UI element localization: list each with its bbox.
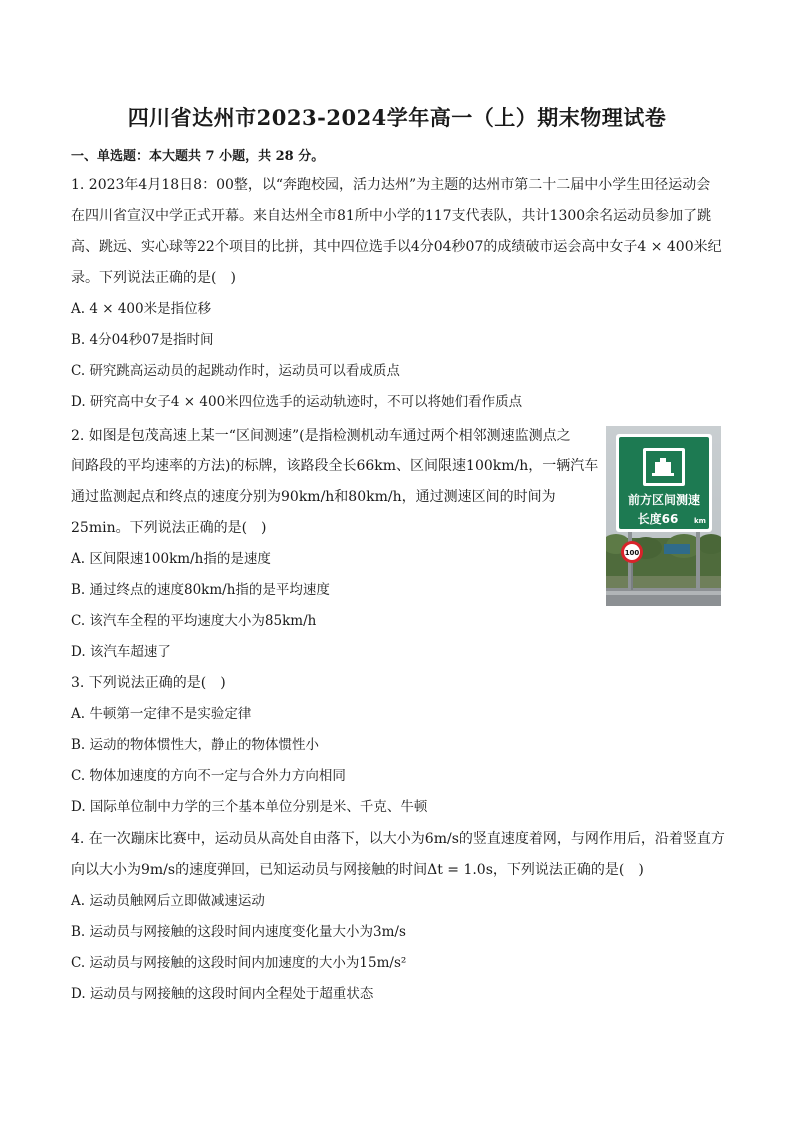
q2-line-2: 间路段的平均速率的方法)的标牌，该路段全长66km、区间限速100km/h，一辆汽车	[71, 458, 599, 474]
q1-line-1: 1. 2023年4月18日8：00整，以“奔跑校园，活力达州”为主题的达州市第二十二届中小学生田径运动会	[71, 177, 711, 193]
q4-option-d: D. 运动员与网接触的这段时间内全程处于超重状态	[71, 986, 374, 1002]
q3-option-b: B. 运动的物体惯性大，静止的物体惯性小	[71, 737, 320, 753]
q4-option-b: B. 运动员与网接触的这段时间内速度变化量大小为3m/s	[71, 924, 406, 940]
q3-option-d: D. 国际单位制中力学的三个基本单位分别是米、千克、牛顿	[71, 799, 428, 815]
q1-option-c: C. 研究跳高运动员的起跳动作时，运动员可以看成质点	[71, 363, 400, 379]
sign-text-1: 前方区间测速	[627, 493, 701, 507]
section-heading: 一、单选题：本大题共 7 小题，共 28 分。	[71, 149, 325, 164]
q4-line-2: 向以大小为9m/s的速度弹回，已知运动员与网接触的时间Δt = 1.0s，下列说法正确的是( )	[71, 862, 644, 878]
exam-title: 四川省达州市2023-2024学年高一（上）期末物理试卷	[127, 105, 667, 130]
sign-unit: km	[694, 517, 706, 525]
q1-line-4: 录。下列说法正确的是( )	[71, 270, 236, 286]
q3-line-1: 3. 下列说法正确的是( )	[71, 675, 226, 691]
q2-option-d: D. 该汽车超速了	[71, 644, 171, 660]
q2-option-c: C. 该汽车全程的平均速度大小为85km/h	[71, 613, 317, 629]
q1-line-3: 高、跳远、实心球等22个项目的比拼，其中四位选手以4分04秒07的成绩破市运会高中女子4 × 400米纪	[71, 239, 722, 255]
speed-sign-photo	[606, 426, 721, 606]
q4-option-c: C. 运动员与网接触的这段时间内加速度的大小为15m/s²	[71, 955, 407, 971]
q4-line-1: 4. 在一次蹦床比赛中，运动员从高处自由落下，以大小为6m/s的竖直速度着网，与网作用后，沿着竖直方	[71, 831, 725, 847]
q2-line-1: 2. 如图是包茂高速上某一“区间测速”(是指检测机动车通过两个相邻测速监测点之	[71, 428, 571, 444]
q1-line-2: 在四川省宣汉中学正式开幕。来自达州全市81所中小学的117支代表队，共计1300余名运动员参加了跳	[71, 208, 712, 224]
q2-line-4: 25min。下列说法正确的是( )	[71, 520, 267, 536]
q2-option-b: B. 通过终点的速度80km/h指的是平均速度	[71, 582, 330, 598]
sign-text-2: 长度66	[637, 512, 679, 526]
q1-option-b: B. 4分04秒07是指时间	[71, 332, 214, 348]
q1-option-d: D. 研究高中女子4 × 400米四位选手的运动轨迹时，不可以将她们看作质点	[71, 394, 523, 410]
q4-option-a: A. 运动员触网后立即做减速运动	[71, 893, 265, 909]
q2-line-3: 通过监测起点和终点的速度分别为90km/h和80km/h，通过测速区间的时间为	[71, 489, 556, 505]
q2-option-a: A. 区间限速100km/h指的是速度	[71, 551, 271, 567]
q3-option-c: C. 物体加速度的方向不一定与合外力方向相同	[71, 768, 346, 784]
q3-option-a: A. 牛顿第一定律不是实验定律	[71, 706, 252, 722]
speed-limit-text: 100	[624, 549, 640, 557]
q1-option-a: A. 4 × 400米是指位移	[71, 301, 212, 317]
